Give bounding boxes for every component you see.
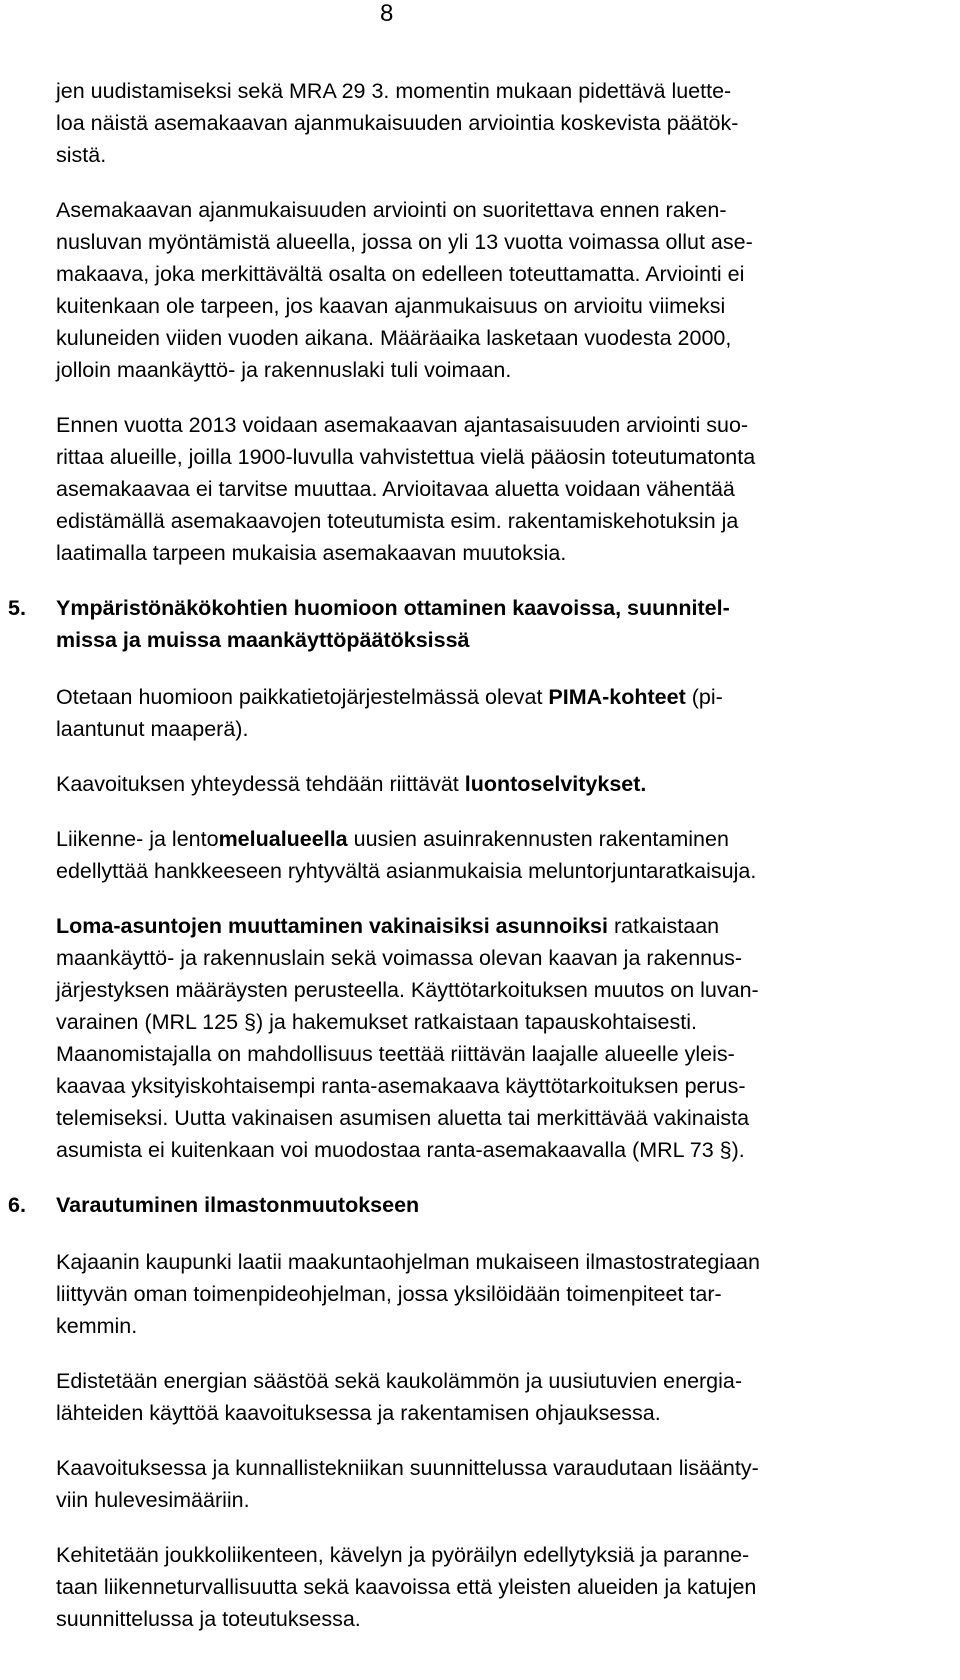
text-line: edistämällä asemakaavojen toteutumista esim. rakentamiskehotuksin ja <box>56 509 739 533</box>
paragraph-energy-saving <box>56 1365 956 1429</box>
text-line <box>56 823 956 855</box>
text-line: kuluneiden viiden vuoden aikana. Määräaika lasketaan vuodesta 2000, <box>56 326 732 350</box>
bold-term-noise-area: melualueella <box>218 827 348 851</box>
section-6-number: 6. <box>8 1193 26 1217</box>
text-line: järjestyksen määräysten perusteella. Käyttötarkoituksen muutos on luvan- <box>56 978 759 1002</box>
text-segment: Otetaan huomioon paikkatietojärjestelmässä olevat <box>56 685 549 709</box>
text-segment: Kaavoituksen yhteydessä tehdään riittävät <box>56 772 465 796</box>
text-line: Maanomistajalla on mahdollisuus teettää riittävän laajalle alueelle yleis- <box>56 1042 735 1066</box>
section-5-heading <box>8 592 956 656</box>
text-line: kuitenkaan ole tarpeen, jos kaavan ajanmukaisuus on arvioitu viimeksi <box>56 294 726 318</box>
text-line <box>56 910 956 942</box>
text-segment: Liikenne- ja lento <box>56 827 219 851</box>
text-line: asemakaavaa ei tarvitse muuttaa. Arvioitavaa aluetta voidaan vähentää <box>56 477 735 501</box>
page-number: 8 <box>380 0 394 27</box>
text-line: Asemakaavan ajanmukaisuuden arviointi on suoritettava ennen raken- <box>56 198 727 222</box>
section-6-heading <box>8 1189 956 1221</box>
text-line <box>56 681 956 713</box>
text-line: maankäyttö- ja rakennuslain sekä voimassa olevan kaavan ja rakennus- <box>56 946 742 970</box>
text-line: edellyttää hankkeeseen ryhtyvältä asianmukaisia meluntorjuntaratkaisuja. <box>56 859 757 883</box>
text-segment: ratkaistaan <box>607 914 720 938</box>
text-line: rittaa alueille, joilla 1900-luvulla vahvistettua vielä pääosin toteutumatonta <box>56 445 756 469</box>
text-line: sistä. <box>56 143 107 167</box>
text-line: suunnittelussa ja toteutuksessa. <box>56 1607 361 1631</box>
paragraph-nature-surveys <box>56 768 956 800</box>
paragraph-intro-continuation <box>56 75 956 171</box>
text-line: lähteiden käyttöä kaavoituksessa ja rakentamisen ohjauksessa. <box>56 1401 661 1425</box>
text-line: Kehitetään joukkoliikenteen, kävelyn ja pyöräilyn edellytyksiä ja paranne- <box>56 1543 750 1567</box>
paragraph-before-2013 <box>56 409 956 569</box>
text-line: makaava, joka merkittävältä osalta on edelleen toteuttamatta. Arviointi ei <box>56 262 745 286</box>
text-line: laantunut maaperä). <box>56 717 249 741</box>
text-line: laatimalla tarpeen mukaisia asemakaavan muutoksia. <box>56 541 567 565</box>
paragraph-holiday-homes <box>56 910 956 1166</box>
text-line: Edistetään energian säästöä sekä kaukolämmön ja uusiutuvien energia- <box>56 1369 743 1393</box>
section-6-title: Varautuminen ilmastonmuutokseen <box>56 1193 420 1217</box>
paragraph-stormwater <box>56 1452 956 1516</box>
text-line: nusluvan myöntämistä alueella, jossa on yli 13 vuotta voimassa ollut ase- <box>56 230 753 254</box>
text-line <box>56 768 956 800</box>
text-line: Ennen vuotta 2013 voidaan asemakaavan ajantasaisuuden arviointi suo- <box>56 413 749 437</box>
paragraph-public-transport <box>56 1539 956 1635</box>
bold-term-nature-surveys: luontoselvitykset. <box>464 772 647 796</box>
paragraph-climate-strategy <box>56 1246 956 1342</box>
section-5-title-line: Ympäristönäkökohtien huomioon ottaminen kaavoissa, suunnitel- <box>56 596 730 620</box>
paragraph-pima <box>56 681 956 745</box>
text-line: loa näistä asemakaavan ajanmukaisuuden arviointia koskevista päätök- <box>56 111 739 135</box>
bold-term-holiday-homes: Loma-asuntojen muuttaminen vakinaisiksi asunnoiksi <box>56 914 608 938</box>
text-segment: (pi- <box>685 685 723 709</box>
text-line: jen uudistamiseksi sekä MRA 29 3. momentin mukaan pidettävä luette- <box>56 79 732 103</box>
document-body <box>8 75 956 1658</box>
text-line: jolloin maankäyttö- ja rakennuslaki tuli voimaan. <box>56 358 512 382</box>
text-line: Kajaanin kaupunki laatii maakuntaohjelman mukaiseen ilmastostrategiaan <box>56 1250 760 1274</box>
text-line: taan liikenneturvallisuutta sekä kaavoissa että yleisten alueiden ja katujen <box>56 1575 757 1599</box>
text-line: liittyvän oman toimenpideohjelman, jossa yksilöidään toimenpiteet tar- <box>56 1282 722 1306</box>
text-line: viin hulevesimääriin. <box>56 1488 250 1512</box>
text-line: telemiseksi. Uutta vakinaisen asumisen aluetta tai merkittävää vakinaista <box>56 1106 750 1130</box>
text-line: varainen (MRL 125 §) ja hakemukset ratkaistaan tapauskohtaisesti. <box>56 1010 697 1034</box>
text-line: Kaavoituksessa ja kunnallistekniikan suunnittelussa varaudutaan lisäänty- <box>56 1456 759 1480</box>
text-line: kaavaa yksityiskohtaisempi ranta-asemakaava käyttötarkoituksen perus- <box>56 1074 746 1098</box>
section-5-number: 5. <box>8 596 26 620</box>
section-5-title-line: missa ja muissa maankäyttöpäätöksissä <box>56 628 470 652</box>
text-segment: uusien asuinrakennusten rakentaminen <box>347 827 729 851</box>
bold-term-pima: PIMA-kohteet <box>548 685 686 709</box>
text-line: asumista ei kuitenkaan voi muodostaa ranta-asemakaavalla (MRL 73 §). <box>56 1138 745 1162</box>
paragraph-plan-assessment <box>56 194 956 386</box>
text-line: kemmin. <box>56 1314 138 1338</box>
paragraph-noise-areas <box>56 823 956 887</box>
